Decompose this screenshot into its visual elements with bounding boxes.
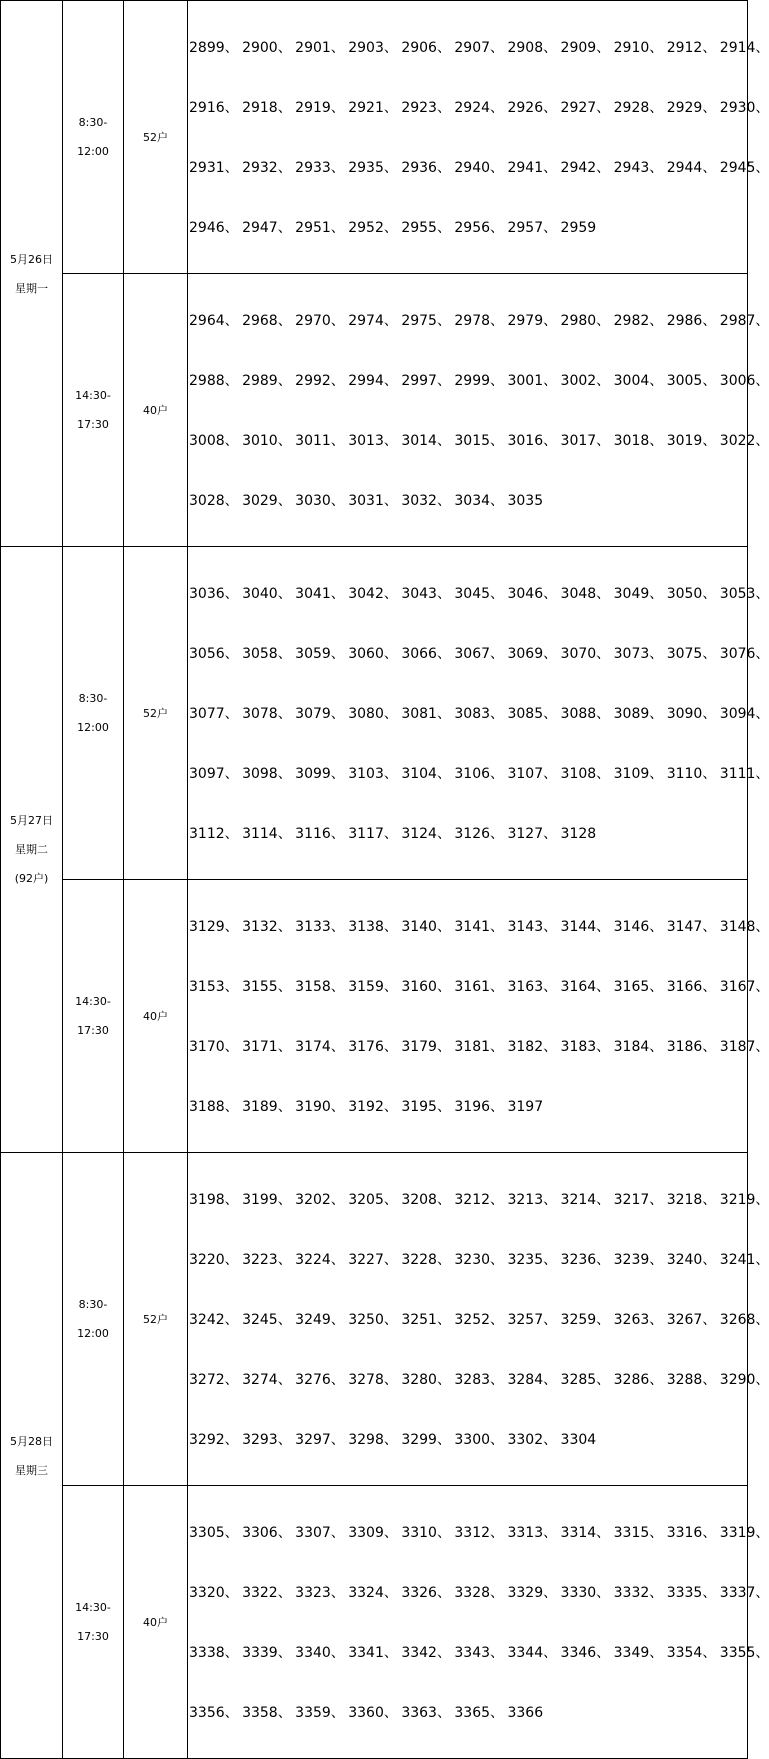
time-cell: 14:30- 17:30 (63, 1486, 124, 1759)
number-list: 3198、 3199、 3202、 3205、 3208、 3212、 3213、 3214、 3217、 3218、 3219、 3220、 3223、 3224、 3227、 3228、 3230、 3235、 3236、 3239、 3240、 3241、 3242、 3245、 3249、 3250、 3251、 3252、 3257、 3259、 3263、 3267、 3268、 3272、 3274、 3276、 3278、 3280、 3283、 3284、 3285、 3286、 3288、 3290、 3292、 3293、 3297、 3298、 3299、 3300、 3302、 3304 (188, 1153, 748, 1486)
household-count: 52户 (124, 1153, 188, 1486)
date-label: 5月27日 (10, 814, 53, 827)
date-cell (1, 1153, 63, 1759)
table-row (1, 1, 748, 274)
number-list: 3036、 3040、 3041、 3042、 3043、 3045、 3046、 3048、 3049、 3050、 3053、 3056、 3058、 3059、 3060、 3066、 3067、 3069、 3070、 3073、 3075、 3076、 3077、 3078、 3079、 3080、 3081、 3083、 3085、 3088、 3089、 3090、 3094、 3097、 3098、 3099、 3103、 3104、 3106、 3107、 3108、 3109、 3110、 3111、 3112、 3114、 3116、 3117、 3124、 3126、 3127、 3128 (188, 547, 748, 880)
weekday-label: 星期三 (15, 1463, 48, 1477)
weekday-label: 星期二 (15, 843, 48, 856)
time-cell: 8:30- 12:00 (63, 547, 124, 880)
household-count: 40户 (124, 880, 188, 1153)
date-cell (1, 547, 63, 1153)
table-row (1, 274, 748, 547)
number-list: 3129、 3132、 3133、 3138、 3140、 3141、 3143、 3144、 3146、 3147、 3148、 3153、 3155、 3158、 3159、 3160、 3161、 3163、 3164、 3165、 3166、 3167、 3170、 3171、 3174、 3176、 3179、 3181、 3182、 3183、 3184、 3186、 3187、 3188、 3189、 3190、 3192、 3195、 3196、 3197 (188, 880, 748, 1153)
table-row (1, 880, 748, 1153)
number-list: 2964、 2968、 2970、 2974、 2975、 2978、 2979、 2980、 2982、 2986、 2987、 2988、 2989、 2992、 2994、 2997、 2999、 3001、 3002、 3004、 3005、 3006、 3008、 3010、 3011、 3013、 3014、 3015、 3016、 3017、 3018、 3019、 3022、 3028、 3029、 3030、 3031、 3032、 3034、 3035 (188, 274, 748, 547)
date-label: 5月26日 (10, 252, 53, 266)
date-label: 5月28日 (10, 1434, 53, 1448)
day-total-label: (92户) (14, 872, 49, 885)
date-cell (1, 1, 63, 547)
table-row (1, 1153, 748, 1486)
time-cell: 8:30- 12:00 (63, 1, 124, 274)
number-list: 2899、 2900、 2901、 2903、 2906、 2907、 2908、 2909、 2910、 2912、 2914、 2916、 2918、 2919、 2921、 2923、 2924、 2926、 2927、 2928、 2929、 2930、 2931、 2932、 2933、 2935、 2936、 2940、 2941、 2942、 2943、 2944、 2945、 2946、 2947、 2951、 2952、 2955、 2956、 2957、 2959 (188, 1, 748, 274)
table-row (1, 1486, 748, 1759)
table-row (1, 547, 748, 880)
household-count: 40户 (124, 274, 188, 547)
household-count: 52户 (124, 547, 188, 880)
weekday-label: 星期一 (15, 281, 48, 295)
time-cell: 8:30- 12:00 (63, 1153, 124, 1486)
time-cell: 14:30- 17:30 (63, 880, 124, 1153)
number-list: 3305、 3306、 3307、 3309、 3310、 3312、 3313、 3314、 3315、 3316、 3319、 3320、 3322、 3323、 3324、 3326、 3328、 3329、 3330、 3332、 3335、 3337、 3338、 3339、 3340、 3341、 3342、 3343、 3344、 3346、 3349、 3354、 3355、 3356、 3358、 3359、 3360、 3363、 3365、 3366 (188, 1486, 748, 1759)
household-count: 52户 (124, 1, 188, 274)
household-count: 40户 (124, 1486, 188, 1759)
time-cell: 14:30- 17:30 (63, 274, 124, 547)
